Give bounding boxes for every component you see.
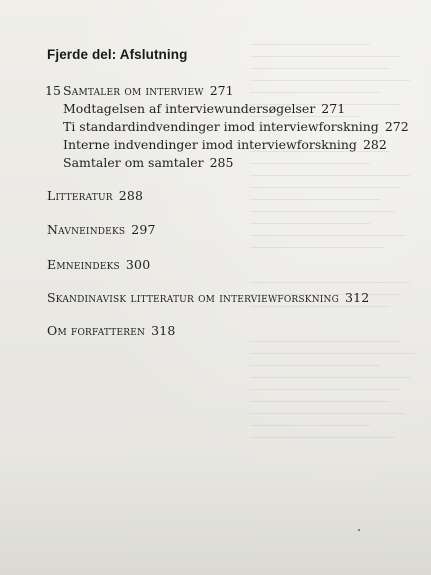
toc-entry-om-forfatteren (47, 323, 176, 338)
toc-entry-title: Emneindeks (47, 257, 120, 272)
subsection-entry (45, 100, 409, 118)
chapter-number: 15 (45, 83, 61, 98)
toc-entry-page: 312 (345, 290, 370, 305)
subsection-title: Samtaler om samtaler (63, 155, 204, 170)
toc-entry-title: Litteratur (47, 188, 113, 203)
subsection-page: 272 (384, 119, 409, 134)
subsection-page: 285 (209, 155, 234, 170)
subsection-title: Interne indvendinger imod interviewforskning (63, 137, 357, 152)
toc-entry-skandinavisk-litteratur (47, 290, 369, 305)
toc-entry-page: 288 (118, 188, 144, 203)
page-shadow (0, 455, 431, 575)
chapter-entry (45, 82, 409, 172)
toc-entry-emneindeks (47, 257, 150, 272)
subsection-entry (45, 118, 409, 136)
subsection-page: 271 (321, 101, 346, 116)
toc-entry-litteratur (47, 188, 143, 203)
part-heading: Fjerde del: Afslutning (47, 47, 188, 62)
toc-entry-title: Navneindeks (47, 222, 126, 237)
toc-entry-page: 297 (131, 222, 156, 237)
chapter-page: 271 (209, 83, 234, 98)
subsection-entry (45, 154, 409, 172)
toc-entry-navneindeks (47, 222, 156, 237)
chapter-title: Samtaler om interview (63, 83, 204, 98)
toc-entry-title: Skandinavisk litteratur om interviewforskning (47, 290, 339, 305)
subsection-entry (45, 136, 409, 154)
toc-entry-page: 318 (151, 323, 176, 338)
subsection-title: Modtagelsen af interviewundersøgelser (63, 101, 316, 116)
toc-entry-page: 300 (125, 257, 151, 272)
subsection-title: Ti standardindvendinger imod interviewforskning (63, 119, 379, 134)
chapter-title-row (45, 82, 409, 100)
toc-entry-title: Om forfatteren (47, 323, 146, 338)
subsection-page: 282 (362, 137, 387, 152)
